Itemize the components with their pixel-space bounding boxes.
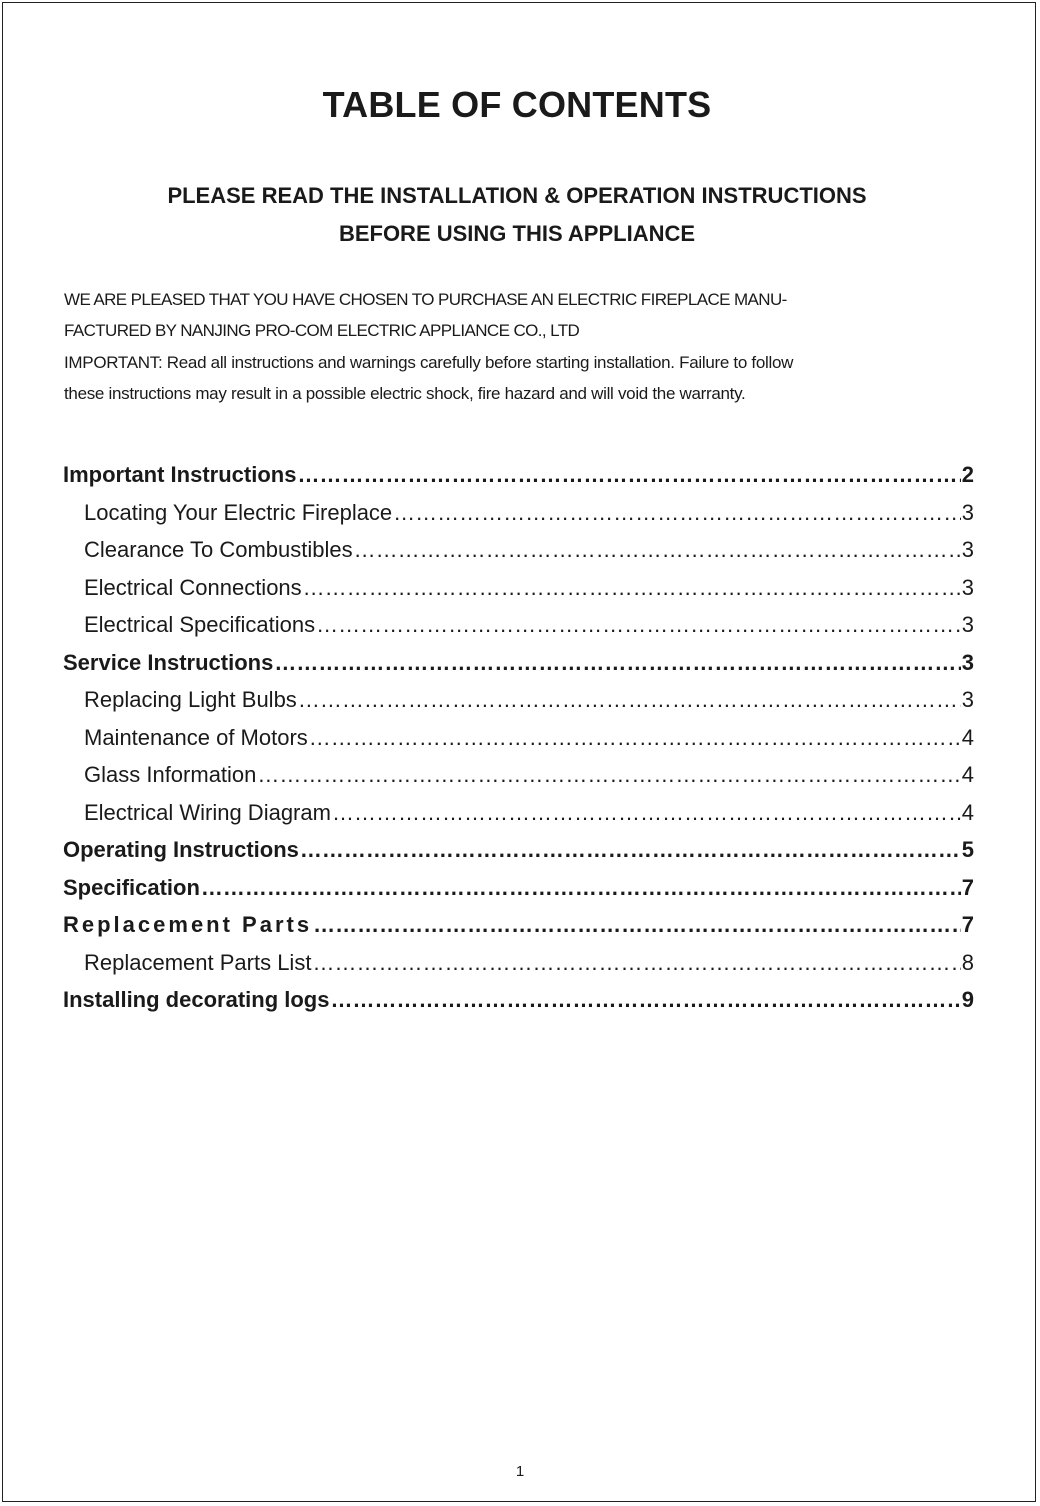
toc-entry-page: 3 [961,537,974,562]
toc-entry-electrical-connections[interactable] [63,575,974,613]
toc-leader-dots [274,650,960,676]
toc-entry-locating-fireplace[interactable] [63,500,974,538]
toc-entry-label: Replacement Parts [63,912,313,937]
toc-entry-label: Clearance To Combustibles [84,537,353,562]
toc-entry-label: Maintenance of Motors [84,724,308,750]
toc-entry-page: 4 [961,762,974,787]
toc-entry-label: Locating Your Electric Fireplace [84,499,393,525]
toc-entry-label: Service Instructions [63,649,274,675]
intro-line-4: these instructions may result in a possible electric shock, fire hazard and will void the warranty. [64,384,746,403]
toc-entry-label: Specification [63,874,200,900]
toc-entry-page: 8 [961,949,974,975]
toc-entry-page: 7 [961,912,974,937]
toc-entry-page: 3 [961,649,974,675]
toc-entry-label: Replacement Parts List [84,949,312,975]
toc-leader-dots [297,462,960,488]
toc-leader-dots [313,912,961,938]
toc-leader-dots [257,762,960,788]
intro-line-1: WE ARE PLEASED THAT YOU HAVE CHOSEN TO PURCHASE AN ELECTRIC FIREPLACE MANU- [64,290,787,309]
toc-entry-label: Installing decorating logs [63,987,330,1012]
toc-entry-label: Electrical Specifications [84,612,316,637]
toc-entry-replacement-parts-list[interactable] [63,950,974,988]
page-title: TABLE OF CONTENTS [322,84,712,125]
toc-leader-dots [332,800,961,826]
toc-entry-operating-instructions[interactable] [63,837,974,875]
toc-entry-page: 7 [961,874,974,900]
toc-leader-dots [312,950,960,976]
toc-entry-page: 2 [961,462,974,487]
toc-entry-electrical-specifications[interactable] [63,612,974,650]
toc-entry-replacing-bulbs[interactable] [63,687,974,725]
toc-entry-installing-logs[interactable] [63,987,974,1025]
toc-entry-important-instructions[interactable] [63,462,974,500]
toc-entry-label: Operating Instructions [63,837,299,862]
toc-leader-dots [300,837,961,863]
intro-line-2: FACTURED BY NANJING PRO-COM ELECTRIC APPLIANCE CO., LTD [64,321,580,340]
toc-entry-label: Replacing Light Bulbs [84,687,297,712]
toc-leader-dots [298,687,961,713]
intro-line-3: IMPORTANT: Read all instructions and warnings carefully before starting installation. Failure to follow [64,353,794,372]
toc-entry-page: 3 [961,687,974,712]
toc-entry-page: 3 [961,612,974,637]
toc-entry-label: Electrical Wiring Diagram [84,799,331,825]
toc-entry-label: Electrical Connections [84,574,302,600]
toc-entry-clearance[interactable] [63,537,974,575]
toc-entry-service-instructions[interactable] [63,650,974,688]
toc-leader-dots [393,500,961,526]
toc-entry-maintenance-motors[interactable] [63,725,974,763]
notice-line-2: BEFORE USING THIS APPLIANCE [338,221,696,246]
toc-leader-dots [316,612,961,638]
notice-line-1: PLEASE READ THE INSTALLATION & OPERATION INSTRUCTIONS [167,183,867,208]
toc-leader-dots [201,875,961,901]
toc-entry-page: 4 [961,724,974,750]
toc-entry-wiring-diagram[interactable] [63,800,974,838]
toc-entry-page: 5 [961,837,974,862]
toc-leader-dots [330,987,960,1013]
table-of-contents [63,462,974,1025]
toc-leader-dots [303,575,961,601]
toc-entry-page: 3 [961,574,974,600]
toc-entry-page: 9 [961,987,974,1012]
toc-entry-label: Glass Information [84,762,257,787]
toc-entry-glass-information[interactable] [63,762,974,800]
toc-entry-replacement-parts[interactable] [63,912,974,950]
toc-entry-page: 3 [961,499,974,525]
toc-entry-label: Important Instructions [63,462,297,487]
toc-leader-dots [309,725,961,751]
toc-entry-specification[interactable] [63,875,974,913]
toc-entry-page: 4 [961,799,974,825]
toc-leader-dots [354,537,961,563]
page-number: 1 [515,1463,525,1480]
